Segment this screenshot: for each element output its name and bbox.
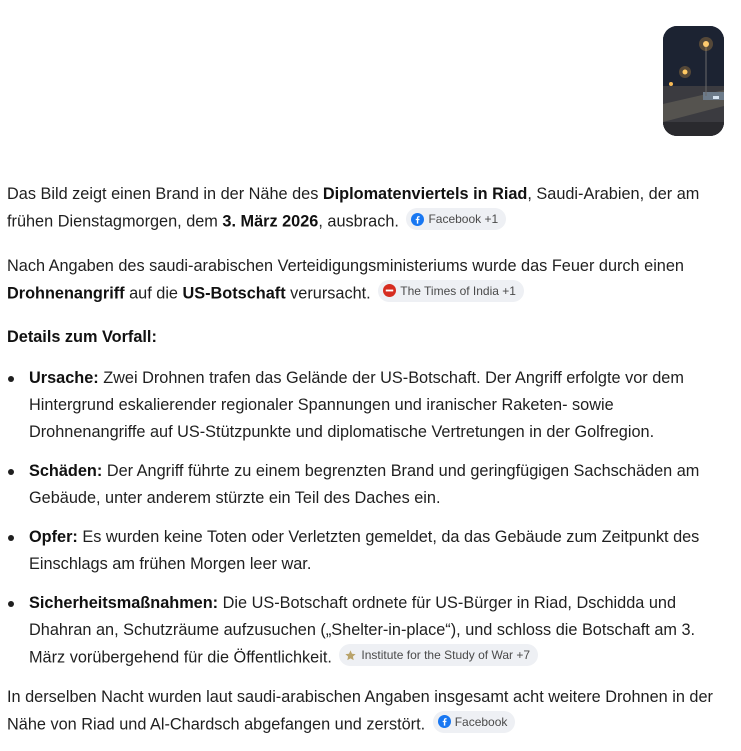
image-thumbnail[interactable]: [663, 26, 724, 136]
source-chip-label: Facebook +1: [428, 212, 499, 226]
list-item-label: Schäden:: [29, 462, 103, 480]
section-heading: Details zum Vorfall:: [7, 328, 157, 346]
bold-text: 3. März 2026: [222, 212, 319, 231]
paragraph-interceptions: [7, 684, 733, 739]
source-chip-facebook[interactable]: [433, 711, 516, 733]
source-chip-isw[interactable]: [339, 644, 538, 666]
list-item-text: Es wurden keine Toten oder Verletzten gemeldet, da das Gebäude zum Zeitpunkt des Einschlags am frühen Morgen leer war.: [29, 528, 700, 573]
answer-content: [7, 181, 733, 751]
list-item-label: Sicherheitsmaßnahmen:: [29, 594, 219, 612]
bold-text: US-Botschaft: [182, 284, 286, 302]
text: Nach Angaben des saudi-arabischen Verteidigungsministeriums wurde das Feuer durch einen: [7, 256, 684, 275]
list-item-label: Opfer:: [29, 528, 78, 546]
text: In derselben Nacht wurden laut saudi-arabischen Angaben insgesamt acht weitere Drohnen in der Nähe von Riad und Al-Chardsch abgefangen und zerstört.: [7, 687, 713, 733]
list-item: [7, 458, 733, 512]
facebook-icon: [438, 715, 451, 728]
text: , Saudi-Arabien, der am frühen Dienstagmorgen, dem: [7, 185, 700, 231]
source-chip-label: Facebook: [454, 714, 508, 729]
list-item: [7, 524, 733, 578]
text: verursacht.: [285, 284, 371, 302]
list-item-label: Ursache:: [29, 369, 99, 387]
bold-text: Diplomatenviertels in Riad: [322, 185, 528, 203]
facebook-icon: [411, 213, 424, 226]
bold-text: Drohnenangriff: [7, 284, 125, 302]
text: , ausbrach.: [318, 212, 399, 231]
source-chip-label: Institute for the Study of War +7: [361, 648, 531, 662]
source-chip-times-of-india[interactable]: [378, 280, 524, 302]
paragraph-cause: [7, 253, 733, 308]
list-item: [7, 365, 733, 446]
text: Das Bild zeigt einen Brand in der Nähe des: [7, 185, 323, 203]
list-item-text: Die US-Botschaft ordnete für US-Bürger in Riad, Dschidda und Dhahran an, Schutzräume aufzusuchen („Shelter-in-place“), und schloss die Botschaft am 3. März vorübergehend für die Öffentlichkeit.: [29, 594, 696, 667]
source-chip-label: The Times of India +1: [400, 283, 516, 298]
paragraph-intro: [7, 181, 733, 236]
star-icon: [344, 649, 357, 662]
list-item: [7, 590, 733, 672]
text: auf die: [124, 284, 183, 302]
night-street-photo-icon: [663, 26, 724, 136]
source-chip-facebook[interactable]: [406, 208, 506, 230]
times-of-india-icon: [383, 284, 396, 297]
list-item-text: Der Angriff führte zu einem begrenzten Brand und geringfügigen Sachschäden am Gebäude, unter anderem stürzte ein Teil des Daches ein.: [29, 462, 700, 507]
details-list: [7, 365, 733, 672]
list-item-text: Zwei Drohnen trafen das Gelände der US-Botschaft. Der Angriff erfolgte vor dem Hintergrund eskalierender regionaler Spannungen und iranischer Raketen- sowie Drohnenangriffe auf US-Stützpunkte und diplomatische Vertretungen in der Golfregion.: [29, 369, 684, 441]
